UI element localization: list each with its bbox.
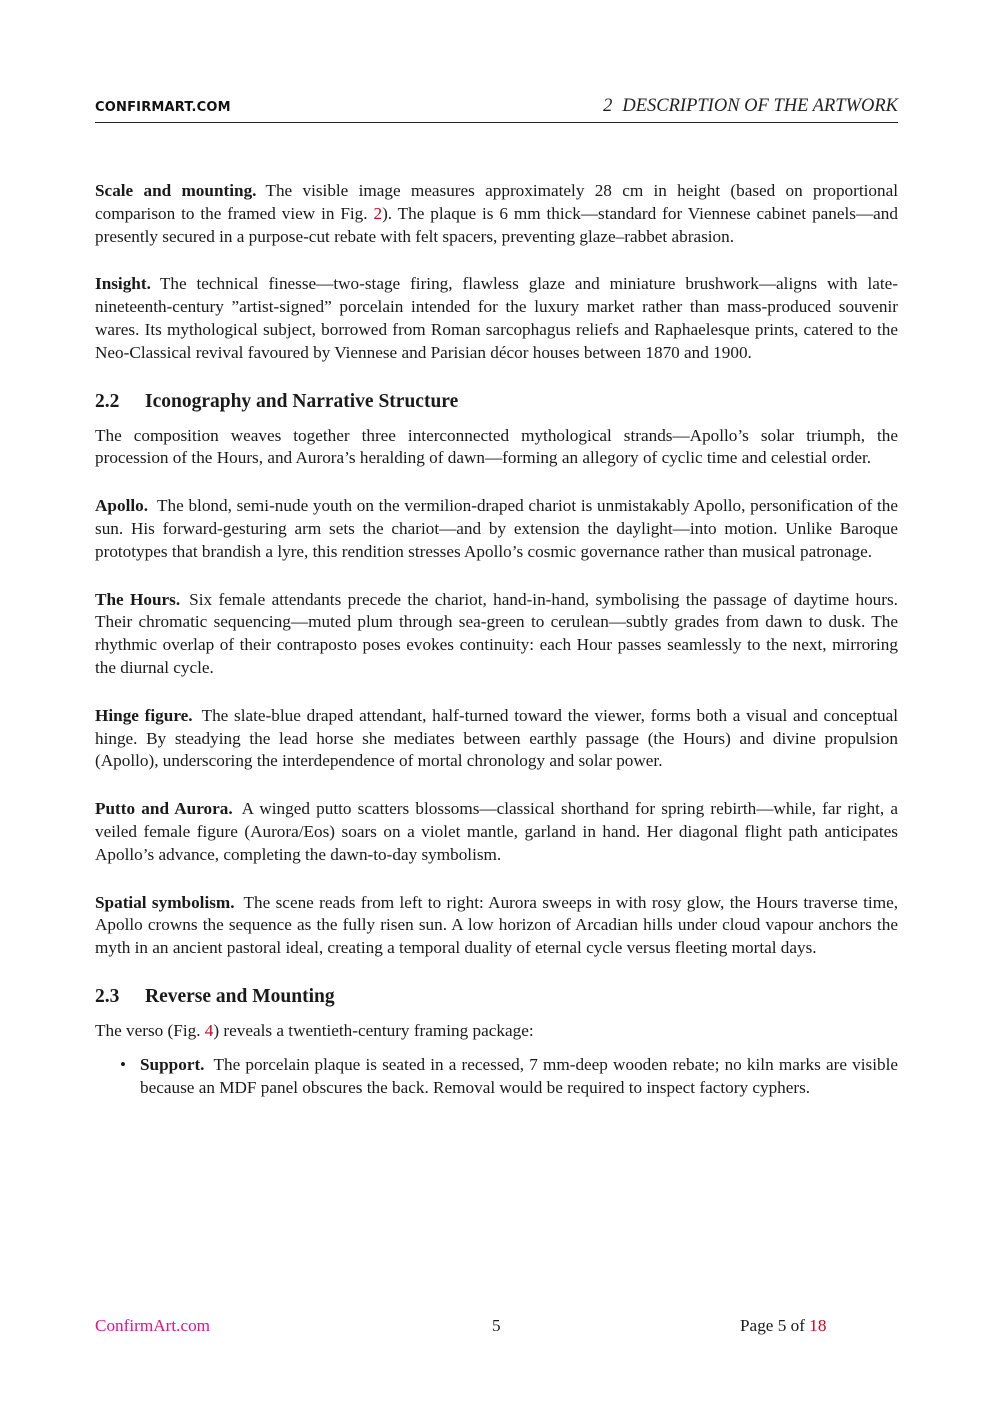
paragraph-text: ). The plaque is 6 mm thick—standard for Viennese cabinet panels—and presently secured in a purpose-cut rebate with felt spacers, preventing glaze–rabbet abrasion.: [95, 203, 898, 246]
paragraph-text: The slate-blue draped attendant, half-turned toward the viewer, forms both a visual and conceptual hinge. By steadying the lead horse she mediates between earthly passage (the Hours) and divine propulsion (Apollo), underscoring the interdependence of mortal chronology and solar power.: [95, 705, 898, 771]
section-number: 2.3: [95, 985, 120, 1007]
paragraph-lead: Insight.: [95, 274, 151, 294]
bullet-list: [95, 1054, 898, 1100]
paragraph-text: ) reveals a twentieth-century framing package:: [213, 1020, 534, 1040]
paragraph-spatial: [95, 892, 898, 960]
paragraph-lead: Apollo.: [95, 496, 149, 516]
page-count-prefix: Page 5 of: [740, 1316, 810, 1335]
paragraph-scale: [95, 180, 898, 248]
footer-page-number: 5: [492, 1316, 501, 1335]
paragraph-text: Six female attendants precede the chariot, hand-in-hand, symbolising the passage of daytime hours. Their chromatic sequencing—muted plum through sea-green to cerulean—subtly grades from dawn to dusk. The rhythmic overlap of their contraposto poses evokes continuity: each Hour passes seamlessly to the next, mirroring the diurnal cycle.: [95, 589, 898, 677]
running-header: [95, 96, 898, 123]
paragraph-lead: Scale and mounting.: [95, 181, 257, 200]
paragraph-text: The verso (Fig.: [95, 1020, 205, 1040]
header-section-number: 2: [603, 96, 613, 116]
paragraph-text: A winged putto scatters blossoms—classical shorthand for spring rebirth—while, far right, a veiled female figure (Aurora/Eos) soars on a violet mantle, garland in hand. Her diagonal flight path anticipates Apollo’s advance, completing the dawn-to-day symbolism.: [95, 799, 898, 864]
paragraph-apollo: [95, 495, 898, 563]
paragraph-lead: The Hours.: [95, 589, 181, 609]
paragraph-text: The scene reads from left to right: Aurora sweeps in with rosy glow, the Hours traverse time, Apollo crowns the sequence as the fully risen sun. A low horizon of Arcadian hills under cloud vapour anchors the myth in an ancient pastoral ideal, creating a temporal duality of eternal cycle versus fleeting mortal days.: [95, 892, 899, 958]
paragraph-verso-intro: [95, 1020, 898, 1043]
paragraph-lead: Spatial symbolism.: [95, 892, 235, 912]
figure-reference-link[interactable]: 4: [204, 1020, 214, 1040]
list-item: [95, 1054, 898, 1100]
paragraph-text: The visible image measures approximately 28 cm in height (based on proportional comparison to the framed view in Fig.: [95, 181, 899, 223]
section-heading-2-3: [95, 985, 898, 1009]
footer-site-link[interactable]: ConfirmArt.com: [95, 1316, 211, 1335]
paragraph-insight: [95, 273, 898, 364]
header-section-title: [603, 96, 898, 117]
paragraph-hinge: [95, 705, 898, 773]
page-total-link[interactable]: 18: [809, 1316, 827, 1335]
page-footer: [95, 1316, 898, 1340]
header-section-name: DESCRIPTION OF THE ARTWORK: [622, 96, 898, 116]
paragraph-putto-aurora: [95, 798, 898, 866]
paragraph-text: The technical finesse—two-stage firing, flawless glaze and miniature brushwork—aligns with late-nineteenth-century ”artist-signed” porcelain intended for the luxury market rather than mass-produced souvenir wares. Its mythological subject, borrowed from Roman sarcophagus reliefs and Raphaelesque prints, catered to the Neo-Classical revival favoured by Viennese and Parisian décor houses between 1870 and 1900.: [95, 274, 898, 362]
list-item-lead: Support.: [140, 1054, 205, 1074]
footer-page-count: [740, 1316, 826, 1336]
paragraph-hours: [95, 589, 898, 680]
section-title: Iconography and Narrative Structure: [145, 390, 459, 412]
section-number: 2.2: [95, 390, 120, 412]
paragraph-lead: Putto and Aurora.: [95, 799, 233, 819]
paragraph-text: The blond, semi-nude youth on the vermilion-draped chariot is unmistakably Apollo, personification of the sun. His forward-gesturing arm sets the chariot—and by extension the daylight—into motion. Unlike Baroque prototypes that brandish a lyre, this rendition stresses Apollo’s cosmic governance rather than musical patronage.: [95, 496, 898, 561]
paragraph-lead: Hinge figure.: [95, 705, 193, 725]
figure-reference-link[interactable]: 2: [373, 203, 383, 223]
list-item-text: The porcelain plaque is seated in a recessed, 7 mm-deep wooden rebate; no kiln marks are visible because an MDF panel obscures the back. Removal would be required to inspect factory cyphers.: [140, 1054, 898, 1097]
section-heading-2-2: [95, 390, 898, 414]
section-title: Reverse and Mounting: [145, 985, 335, 1007]
body-text: [95, 180, 898, 1124]
paragraph-iconography-intro: The composition weaves together three interconnected mythological strands—Apollo’s solar triumph, the procession of the Hours, and Aurora’s heralding of dawn—forming an allegory of cyclic time and celestial order.: [95, 425, 898, 468]
bullet-marker: •: [120, 1054, 126, 1074]
site-logo[interactable]: CONFIRMART.COM: [95, 100, 231, 115]
